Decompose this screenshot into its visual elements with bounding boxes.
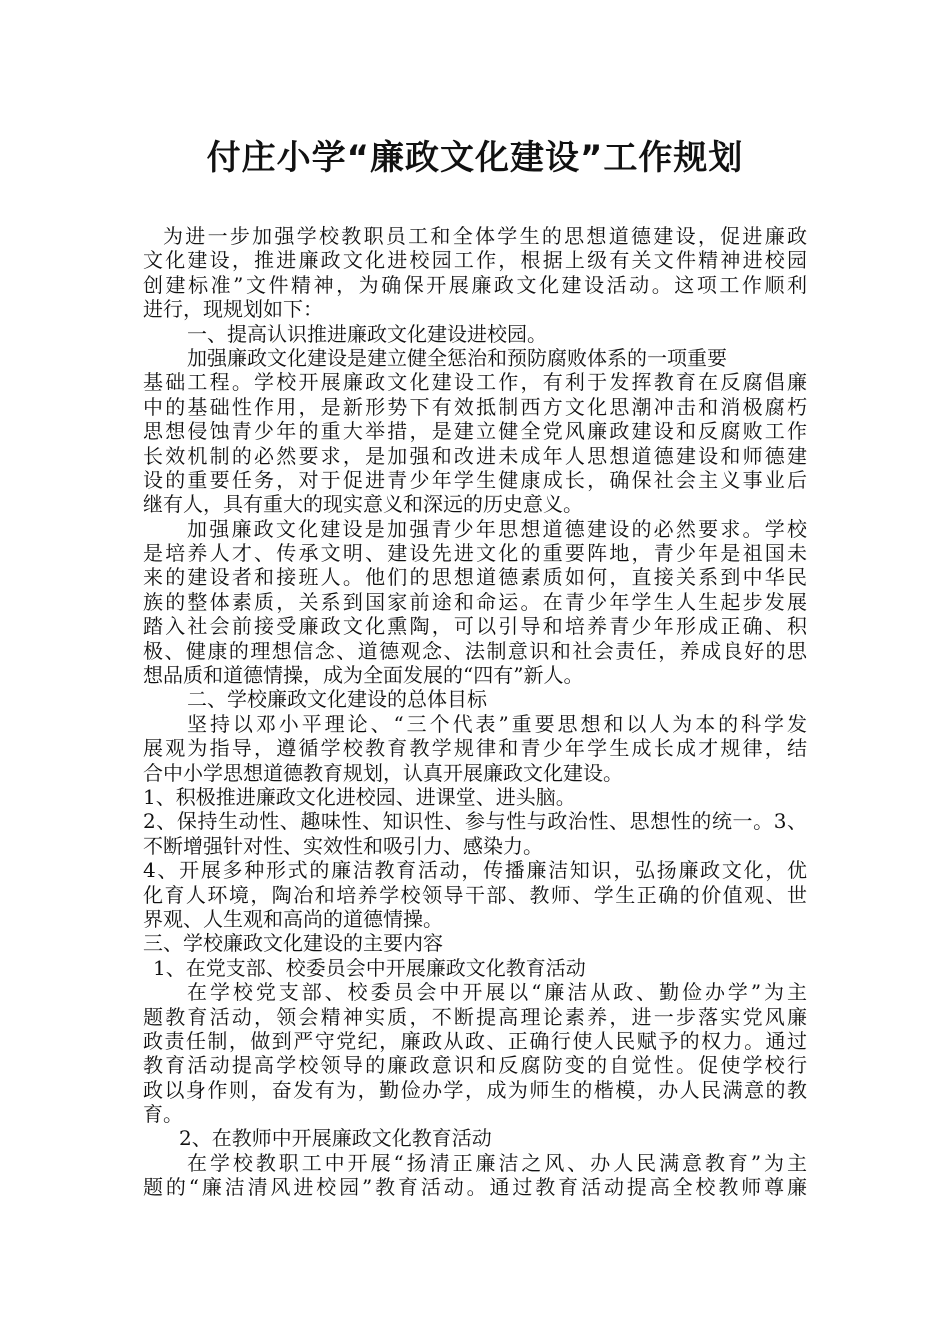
subsection-heading: 1、在党支部、校委员会中开展廉政文化教育活动	[153, 955, 586, 980]
section-heading: 二、学校廉政文化建设的总体目标	[187, 687, 487, 712]
subsection-heading: 2、在教师中开展廉政文化教育活动	[179, 1126, 492, 1151]
paragraph-line: 政责任制，做到严守党纪，廉政从政、正确行使人民赋予的权力。通过	[143, 1028, 807, 1053]
paragraph-line: 坚持以邓小平理论、“三个代表”重要思想和以人为本的科学发	[187, 711, 807, 736]
document-title: 付庄小学“廉政文化建设”工作规划	[206, 138, 744, 178]
paragraph-line: 设的重要任务，对于促进青少年学生健康成长，确保社会主义事业后	[143, 467, 807, 492]
paragraph-line: 为进一步加强学校教职员工和全体学生的思想道德建设，促进廉政	[163, 224, 807, 248]
paragraph-line: 题教育活动，领会精神实质，不断提高理论素养，进一步落实党风廉	[143, 1004, 807, 1029]
paragraph-line: 是培养人才、传承文明、建设先进文化的重要阵地，青少年是祖国未	[143, 541, 807, 566]
paragraph-line: 基础工程。学校开展廉政文化建设工作，有利于发挥教育在反腐倡廉	[143, 370, 807, 395]
paragraph-line: 想品质和道德情操，成为全面发展的“四有”新人。	[143, 663, 584, 688]
paragraph-line: 来的建设者和接班人。他们的思想道德素质如何，直接关系到中华民	[143, 565, 807, 590]
paragraph-line: 踏入社会前接受廉政文化熏陶，可以引导和培养青少年形成正确、积	[143, 614, 807, 639]
paragraph-line: 极、健康的理想信念、道德观念、法制意识和社会责任，养成良好的思	[143, 638, 807, 663]
list-item: 化育人环境，陶冶和培养学校领导干部、教师、学生正确的价值观、世	[143, 882, 807, 907]
section-heading: 三、学校廉政文化建设的主要内容	[143, 931, 443, 956]
paragraph-line: 教育活动提高学校领导的廉政意识和反腐防变的自觉性。促使学校行	[143, 1053, 807, 1078]
paragraph-line: 文化建设，推进廉政文化进校园工作，根据上级有关文件精神进校园	[143, 248, 807, 273]
paragraph-line: 展观为指导，遵循学校教育教学规律和青少年学生成长成才规律，结	[143, 736, 807, 761]
paragraph-line: 在学校教职工中开展“扬清正廉洁之风、办人民满意教育”为主	[187, 1150, 807, 1175]
paragraph-line: 思想侵蚀青少年的重大举措，是建立健全党风廉政建设和反腐败工作	[143, 419, 807, 444]
list-item: 4、开展多种形式的廉洁教育活动，传播廉洁知识，弘扬廉政文化，优	[143, 858, 807, 883]
paragraph-line: 进行，现规划如下：	[143, 297, 323, 322]
list-item: 界观、人生观和高尚的道德情操。	[143, 906, 443, 931]
paragraph-line: 在学校党支部、校委员会中开展以“廉洁从政、勤俭办学”为主	[187, 980, 807, 1005]
paragraph-line: 族的整体素质，关系到国家前途和命运。在青少年学生人生起步发展	[143, 589, 807, 614]
paragraph-line: 合中小学思想道德教育规划，认真开展廉政文化建设。	[143, 760, 623, 785]
paragraph-line: 继有人，具有重大的现实意义和深远的历史意义。	[143, 492, 583, 517]
list-item: 不断增强针对性、实效性和吸引力、感染力。	[143, 833, 543, 858]
list-item: 2、保持生动性、趣味性、知识性、参与性与政治性、思想性的统一。3、	[143, 809, 807, 834]
paragraph-line: 中的基础性作用，是新形势下有效抵制西方文化思潮冲击和消极腐朽	[143, 394, 807, 419]
paragraph-line: 加强廉政文化建设是建立健全惩治和预防腐败体系的一项重要	[187, 345, 727, 370]
paragraph-line: 长效机制的必然要求，是加强和改进未成年人思想道德建设和师德建	[143, 443, 807, 468]
paragraph-line: 育。	[143, 1102, 183, 1127]
document-body	[143, 224, 807, 1200]
paragraph-line: 题的“廉洁清风进校园”教育活动。通过教育活动提高全校教师尊廉	[143, 1175, 807, 1200]
paragraph-line: 创建标准”文件精神，为确保开展廉政文化建设活动。这项工作顺利	[143, 272, 807, 297]
section-heading: 一、提高认识推进廉政文化建设进校园。	[187, 321, 547, 346]
paragraph-line: 政以身作则，奋发有为，勤俭办学，成为师生的楷模，办人民满意的教	[143, 1077, 807, 1102]
list-item: 1、积极推进廉政文化进校园、进课堂、进头脑。	[143, 784, 576, 809]
paragraph-line: 加强廉政文化建设是加强青少年思想道德建设的必然要求。学校	[187, 516, 807, 541]
